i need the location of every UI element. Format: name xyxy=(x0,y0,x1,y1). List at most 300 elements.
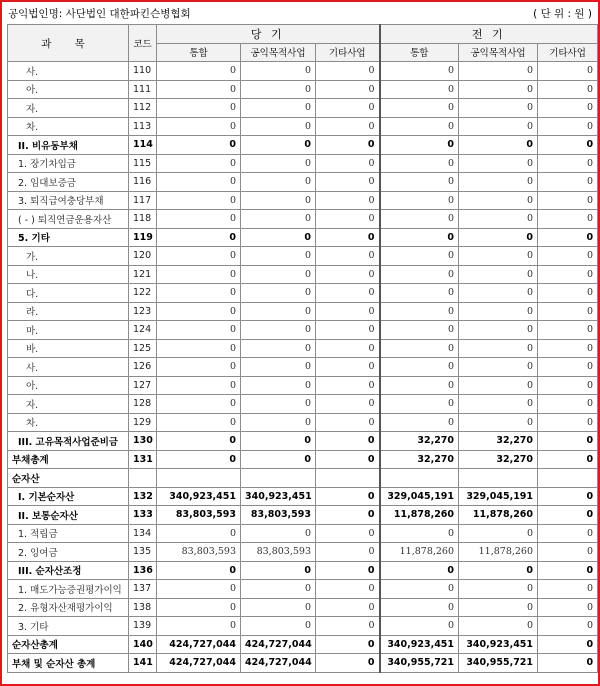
cell-prior-other: 0 xyxy=(538,654,598,673)
cell-prior-total: 0 xyxy=(380,580,459,599)
cell-prior-other: 0 xyxy=(538,302,598,321)
cell-prior-public: 0 xyxy=(459,321,538,340)
cell-current-other: 0 xyxy=(316,154,380,173)
cell-prior-total xyxy=(380,469,459,488)
cell-current-other: 0 xyxy=(316,635,380,654)
cell-prior-total: 0 xyxy=(380,247,459,266)
cell-current-public: 0 xyxy=(241,321,316,340)
row-code: 122 xyxy=(129,284,157,303)
cell-current-other: 0 xyxy=(316,284,380,303)
cell-prior-other: 0 xyxy=(538,284,598,303)
cell-current-other: 0 xyxy=(316,62,380,81)
cell-current-total: 0 xyxy=(157,580,241,599)
cell-prior-public: 0 xyxy=(459,617,538,636)
cell-prior-public: 340,955,721 xyxy=(459,654,538,673)
cell-prior-total: 0 xyxy=(380,154,459,173)
row-code: 134 xyxy=(129,524,157,543)
row-subject: 순자산총계 xyxy=(8,635,129,654)
row-code: 128 xyxy=(129,395,157,414)
column-header-current-other: 기타사업 xyxy=(316,43,380,62)
cell-current-total: 83,803,593 xyxy=(157,543,241,562)
cell-current-total: 0 xyxy=(157,154,241,173)
table-row xyxy=(8,228,598,247)
column-header-current-public: 공익목적사업 xyxy=(241,43,316,62)
cell-prior-total: 0 xyxy=(380,191,459,210)
cell-prior-other: 0 xyxy=(538,99,598,118)
table-row xyxy=(8,561,598,580)
cell-prior-other: 0 xyxy=(538,117,598,136)
cell-prior-other: 0 xyxy=(538,210,598,229)
table-row xyxy=(8,358,598,377)
row-code: 126 xyxy=(129,358,157,377)
row-code: 138 xyxy=(129,598,157,617)
table-row xyxy=(8,136,598,155)
cell-current-total: 0 xyxy=(157,450,241,469)
row-code: 120 xyxy=(129,247,157,266)
cell-current-public: 0 xyxy=(241,80,316,99)
row-subject: 1. 적립금 xyxy=(8,524,129,543)
cell-current-public: 0 xyxy=(241,117,316,136)
cell-current-public: 0 xyxy=(241,561,316,580)
row-subject: 가. xyxy=(8,247,129,266)
cell-prior-total: 32,270 xyxy=(380,450,459,469)
cell-current-total: 0 xyxy=(157,247,241,266)
cell-current-total: 0 xyxy=(157,617,241,636)
cell-prior-total: 0 xyxy=(380,617,459,636)
cell-prior-public: 11,878,260 xyxy=(459,543,538,562)
cell-current-total: 424,727,044 xyxy=(157,654,241,673)
cell-prior-public: 0 xyxy=(459,339,538,358)
cell-prior-total: 0 xyxy=(380,524,459,543)
table-row xyxy=(8,487,598,506)
unit-label: ( 단 위 : 원 ) xyxy=(533,8,592,20)
cell-prior-public: 0 xyxy=(459,395,538,414)
cell-current-total: 0 xyxy=(157,302,241,321)
cell-current-public: 0 xyxy=(241,339,316,358)
cell-current-public: 0 xyxy=(241,136,316,155)
financial-statement-table xyxy=(7,24,598,673)
cell-current-other: 0 xyxy=(316,524,380,543)
cell-current-total: 0 xyxy=(157,210,241,229)
cell-prior-public: 0 xyxy=(459,413,538,432)
cell-current-total: 0 xyxy=(157,358,241,377)
cell-current-other xyxy=(316,469,380,488)
row-code: 116 xyxy=(129,173,157,192)
row-code: 124 xyxy=(129,321,157,340)
cell-current-total: 0 xyxy=(157,598,241,617)
cell-current-public: 0 xyxy=(241,284,316,303)
row-subject: III. 순자산조정 xyxy=(8,561,129,580)
table-row xyxy=(8,210,598,229)
row-subject: 아. xyxy=(8,80,129,99)
cell-current-other: 0 xyxy=(316,321,380,340)
table-row xyxy=(8,80,598,99)
row-subject: II. 비유동부채 xyxy=(8,136,129,155)
row-subject: 3. 퇴직급여충당부채 xyxy=(8,191,129,210)
table-row xyxy=(8,117,598,136)
row-subject: 5. 기타 xyxy=(8,228,129,247)
cell-prior-public: 0 xyxy=(459,247,538,266)
cell-current-other: 0 xyxy=(316,173,380,192)
cell-current-other: 0 xyxy=(316,654,380,673)
cell-current-total: 0 xyxy=(157,117,241,136)
cell-prior-other: 0 xyxy=(538,376,598,395)
cell-prior-total: 0 xyxy=(380,265,459,284)
cell-prior-total: 340,923,451 xyxy=(380,635,459,654)
row-code: 119 xyxy=(129,228,157,247)
cell-current-public: 0 xyxy=(241,413,316,432)
cell-prior-other: 0 xyxy=(538,543,598,562)
cell-prior-total: 11,878,260 xyxy=(380,543,459,562)
cell-prior-other: 0 xyxy=(538,339,598,358)
row-subject: 사. xyxy=(8,62,129,81)
cell-prior-total: 0 xyxy=(380,117,459,136)
cell-current-total: 0 xyxy=(157,284,241,303)
row-code: 114 xyxy=(129,136,157,155)
header-row-group xyxy=(8,25,598,44)
cell-current-public xyxy=(241,469,316,488)
table-row xyxy=(8,654,598,673)
row-code: 141 xyxy=(129,654,157,673)
row-subject: 1. 매도가능증권평가이익 xyxy=(8,580,129,599)
row-code xyxy=(129,469,157,488)
cell-current-total: 0 xyxy=(157,376,241,395)
table-row xyxy=(8,302,598,321)
row-code: 135 xyxy=(129,543,157,562)
cell-prior-public: 0 xyxy=(459,62,538,81)
cell-prior-other: 0 xyxy=(538,228,598,247)
cell-prior-total: 11,878,260 xyxy=(380,506,459,525)
cell-current-total: 0 xyxy=(157,173,241,192)
cell-prior-total: 32,270 xyxy=(380,432,459,451)
table-row xyxy=(8,62,598,81)
cell-prior-other: 0 xyxy=(538,598,598,617)
cell-prior-public: 0 xyxy=(459,210,538,229)
cell-current-other: 0 xyxy=(316,80,380,99)
cell-prior-total: 0 xyxy=(380,136,459,155)
cell-current-public: 0 xyxy=(241,395,316,414)
row-code: 112 xyxy=(129,99,157,118)
cell-prior-total: 0 xyxy=(380,395,459,414)
table-row xyxy=(8,432,598,451)
table-row xyxy=(8,321,598,340)
cell-prior-total: 0 xyxy=(380,228,459,247)
cell-current-other: 0 xyxy=(316,617,380,636)
cell-current-public: 0 xyxy=(241,580,316,599)
report-header xyxy=(6,5,596,23)
cell-prior-public: 340,923,451 xyxy=(459,635,538,654)
row-subject: 자. xyxy=(8,395,129,414)
cell-prior-total: 0 xyxy=(380,358,459,377)
row-subject: 마. xyxy=(8,321,129,340)
table-row xyxy=(8,598,598,617)
cell-current-public: 0 xyxy=(241,302,316,321)
row-code: 130 xyxy=(129,432,157,451)
cell-current-public: 0 xyxy=(241,358,316,377)
column-header-prior-other: 기타사업 xyxy=(538,43,598,62)
table-row xyxy=(8,154,598,173)
row-code: 133 xyxy=(129,506,157,525)
row-subject: 바. xyxy=(8,339,129,358)
table-row xyxy=(8,247,598,266)
cell-prior-other: 0 xyxy=(538,173,598,192)
cell-prior-public: 0 xyxy=(459,154,538,173)
table-row xyxy=(8,450,598,469)
table-row xyxy=(8,339,598,358)
cell-current-public: 83,803,593 xyxy=(241,543,316,562)
cell-current-public: 0 xyxy=(241,173,316,192)
cell-current-other: 0 xyxy=(316,376,380,395)
row-subject: 3. 기타 xyxy=(8,617,129,636)
cell-current-other: 0 xyxy=(316,395,380,414)
cell-prior-public: 0 xyxy=(459,265,538,284)
cell-current-public: 0 xyxy=(241,265,316,284)
row-code: 136 xyxy=(129,561,157,580)
cell-prior-total: 0 xyxy=(380,173,459,192)
row-subject: II. 보통순자산 xyxy=(8,506,129,525)
cell-prior-total: 0 xyxy=(380,284,459,303)
cell-prior-other: 0 xyxy=(538,265,598,284)
row-subject: 아. xyxy=(8,376,129,395)
cell-current-public: 0 xyxy=(241,432,316,451)
cell-current-public: 0 xyxy=(241,524,316,543)
table-row xyxy=(8,524,598,543)
cell-current-other: 0 xyxy=(316,117,380,136)
cell-prior-other: 0 xyxy=(538,358,598,377)
cell-prior-other: 0 xyxy=(538,580,598,599)
cell-current-total: 340,923,451 xyxy=(157,487,241,506)
row-subject: 차. xyxy=(8,117,129,136)
cell-current-total: 0 xyxy=(157,228,241,247)
cell-current-total: 0 xyxy=(157,136,241,155)
column-header-current-total: 통합 xyxy=(157,43,241,62)
row-code: 123 xyxy=(129,302,157,321)
row-code: 115 xyxy=(129,154,157,173)
row-code: 137 xyxy=(129,580,157,599)
cell-current-total: 0 xyxy=(157,265,241,284)
table-body xyxy=(8,62,598,673)
cell-prior-public: 0 xyxy=(459,117,538,136)
table-row xyxy=(8,413,598,432)
table-row xyxy=(8,99,598,118)
cell-prior-other: 0 xyxy=(538,487,598,506)
cell-current-public: 0 xyxy=(241,247,316,266)
cell-prior-public: 0 xyxy=(459,302,538,321)
column-header-subject: 과 목 xyxy=(8,25,129,62)
cell-current-total: 0 xyxy=(157,432,241,451)
cell-prior-other: 0 xyxy=(538,80,598,99)
cell-current-total: 0 xyxy=(157,339,241,358)
cell-current-total: 0 xyxy=(157,561,241,580)
cell-current-total: 0 xyxy=(157,62,241,81)
cell-current-other: 0 xyxy=(316,99,380,118)
cell-prior-total: 340,955,721 xyxy=(380,654,459,673)
table-row xyxy=(8,191,598,210)
cell-prior-other: 0 xyxy=(538,635,598,654)
cell-prior-other: 0 xyxy=(538,413,598,432)
cell-current-public: 0 xyxy=(241,450,316,469)
cell-current-other: 0 xyxy=(316,247,380,266)
cell-prior-other: 0 xyxy=(538,450,598,469)
cell-current-public: 0 xyxy=(241,154,316,173)
row-code: 139 xyxy=(129,617,157,636)
organization-name: 공익법인명: 사단법인 대한파킨슨병협회 xyxy=(8,8,191,20)
cell-current-other: 0 xyxy=(316,339,380,358)
row-subject: 나. xyxy=(8,265,129,284)
table-row xyxy=(8,543,598,562)
cell-prior-public: 0 xyxy=(459,598,538,617)
cell-current-public: 0 xyxy=(241,62,316,81)
row-subject: I. 기본순자산 xyxy=(8,487,129,506)
cell-current-other: 0 xyxy=(316,561,380,580)
cell-prior-public: 329,045,191 xyxy=(459,487,538,506)
row-code: 125 xyxy=(129,339,157,358)
row-code: 117 xyxy=(129,191,157,210)
cell-prior-public: 0 xyxy=(459,173,538,192)
row-subject: 차. xyxy=(8,413,129,432)
cell-prior-public: 0 xyxy=(459,376,538,395)
column-header-current-period: 당 기 xyxy=(157,25,380,44)
cell-prior-public: 11,878,260 xyxy=(459,506,538,525)
cell-current-total: 0 xyxy=(157,191,241,210)
cell-current-public: 0 xyxy=(241,617,316,636)
table-row xyxy=(8,617,598,636)
column-header-code: 코드 xyxy=(129,25,157,62)
cell-prior-total: 0 xyxy=(380,302,459,321)
row-code: 121 xyxy=(129,265,157,284)
cell-prior-total: 0 xyxy=(380,321,459,340)
cell-prior-total: 0 xyxy=(380,62,459,81)
row-subject: 2. 잉여금 xyxy=(8,543,129,562)
cell-prior-public: 0 xyxy=(459,580,538,599)
cell-current-total: 0 xyxy=(157,524,241,543)
table-row xyxy=(8,284,598,303)
cell-current-public: 0 xyxy=(241,191,316,210)
cell-prior-other: 0 xyxy=(538,561,598,580)
row-subject: 부채 및 순자산 총계 xyxy=(8,654,129,673)
row-code: 129 xyxy=(129,413,157,432)
cell-prior-public: 0 xyxy=(459,136,538,155)
cell-prior-total: 0 xyxy=(380,413,459,432)
table-row xyxy=(8,376,598,395)
row-code: 111 xyxy=(129,80,157,99)
cell-prior-total: 0 xyxy=(380,561,459,580)
row-code: 131 xyxy=(129,450,157,469)
cell-prior-public: 0 xyxy=(459,284,538,303)
cell-prior-total: 0 xyxy=(380,598,459,617)
row-subject: 2. 유형자산재평가이익 xyxy=(8,598,129,617)
cell-current-public: 0 xyxy=(241,99,316,118)
cell-prior-other: 0 xyxy=(538,432,598,451)
column-header-prior-total: 통합 xyxy=(380,43,459,62)
table-row xyxy=(8,580,598,599)
cell-prior-other xyxy=(538,469,598,488)
cell-current-other: 0 xyxy=(316,450,380,469)
cell-current-public: 340,923,451 xyxy=(241,487,316,506)
cell-prior-public: 0 xyxy=(459,99,538,118)
row-subject: 2. 임대보증금 xyxy=(8,173,129,192)
cell-prior-public: 0 xyxy=(459,358,538,377)
column-header-prior-public: 공익목적사업 xyxy=(459,43,538,62)
cell-current-total: 83,803,593 xyxy=(157,506,241,525)
cell-current-public: 424,727,044 xyxy=(241,654,316,673)
cell-prior-public xyxy=(459,469,538,488)
cell-prior-public: 32,270 xyxy=(459,432,538,451)
table-row xyxy=(8,635,598,654)
table-row xyxy=(8,395,598,414)
cell-current-total: 0 xyxy=(157,413,241,432)
row-subject: 다. xyxy=(8,284,129,303)
table-row xyxy=(8,469,598,488)
cell-current-other: 0 xyxy=(316,210,380,229)
cell-prior-total: 0 xyxy=(380,376,459,395)
row-subject: 1. 장기차입금 xyxy=(8,154,129,173)
cell-current-total xyxy=(157,469,241,488)
cell-prior-other: 0 xyxy=(538,191,598,210)
row-subject: III. 고유목적사업준비금 xyxy=(8,432,129,451)
cell-prior-other: 0 xyxy=(538,617,598,636)
cell-current-other: 0 xyxy=(316,432,380,451)
cell-prior-public: 0 xyxy=(459,561,538,580)
cell-current-other: 0 xyxy=(316,580,380,599)
row-subject: 사. xyxy=(8,358,129,377)
cell-current-public: 424,727,044 xyxy=(241,635,316,654)
row-code: 140 xyxy=(129,635,157,654)
row-subject: 순자산 xyxy=(8,469,129,488)
cell-prior-public: 32,270 xyxy=(459,450,538,469)
cell-prior-total: 0 xyxy=(380,99,459,118)
cell-current-other: 0 xyxy=(316,302,380,321)
cell-current-other: 0 xyxy=(316,358,380,377)
cell-current-other: 0 xyxy=(316,413,380,432)
cell-prior-total: 0 xyxy=(380,80,459,99)
cell-prior-public: 0 xyxy=(459,228,538,247)
column-header-prior-period: 전 기 xyxy=(380,25,598,44)
cell-current-other: 0 xyxy=(316,598,380,617)
cell-current-public: 0 xyxy=(241,210,316,229)
cell-prior-other: 0 xyxy=(538,247,598,266)
cell-current-public: 0 xyxy=(241,376,316,395)
cell-prior-public: 0 xyxy=(459,80,538,99)
row-code: 127 xyxy=(129,376,157,395)
cell-prior-other: 0 xyxy=(538,524,598,543)
cell-prior-other: 0 xyxy=(538,506,598,525)
table-row xyxy=(8,173,598,192)
cell-prior-other: 0 xyxy=(538,154,598,173)
cell-current-total: 0 xyxy=(157,99,241,118)
cell-prior-other: 0 xyxy=(538,395,598,414)
cell-prior-total: 0 xyxy=(380,339,459,358)
cell-current-other: 0 xyxy=(316,487,380,506)
cell-current-total: 424,727,044 xyxy=(157,635,241,654)
cell-prior-other: 0 xyxy=(538,321,598,340)
row-subject: 라. xyxy=(8,302,129,321)
row-subject: ( - ) 퇴직연금운용자산 xyxy=(8,210,129,229)
row-code: 110 xyxy=(129,62,157,81)
row-code: 113 xyxy=(129,117,157,136)
row-code: 118 xyxy=(129,210,157,229)
table-row xyxy=(8,265,598,284)
cell-current-other: 0 xyxy=(316,191,380,210)
table-row xyxy=(8,506,598,525)
cell-prior-total: 329,045,191 xyxy=(380,487,459,506)
cell-prior-total: 0 xyxy=(380,210,459,229)
row-subject: 부채총계 xyxy=(8,450,129,469)
cell-current-other: 0 xyxy=(316,136,380,155)
cell-current-other: 0 xyxy=(316,265,380,284)
cell-prior-public: 0 xyxy=(459,191,538,210)
cell-current-total: 0 xyxy=(157,321,241,340)
